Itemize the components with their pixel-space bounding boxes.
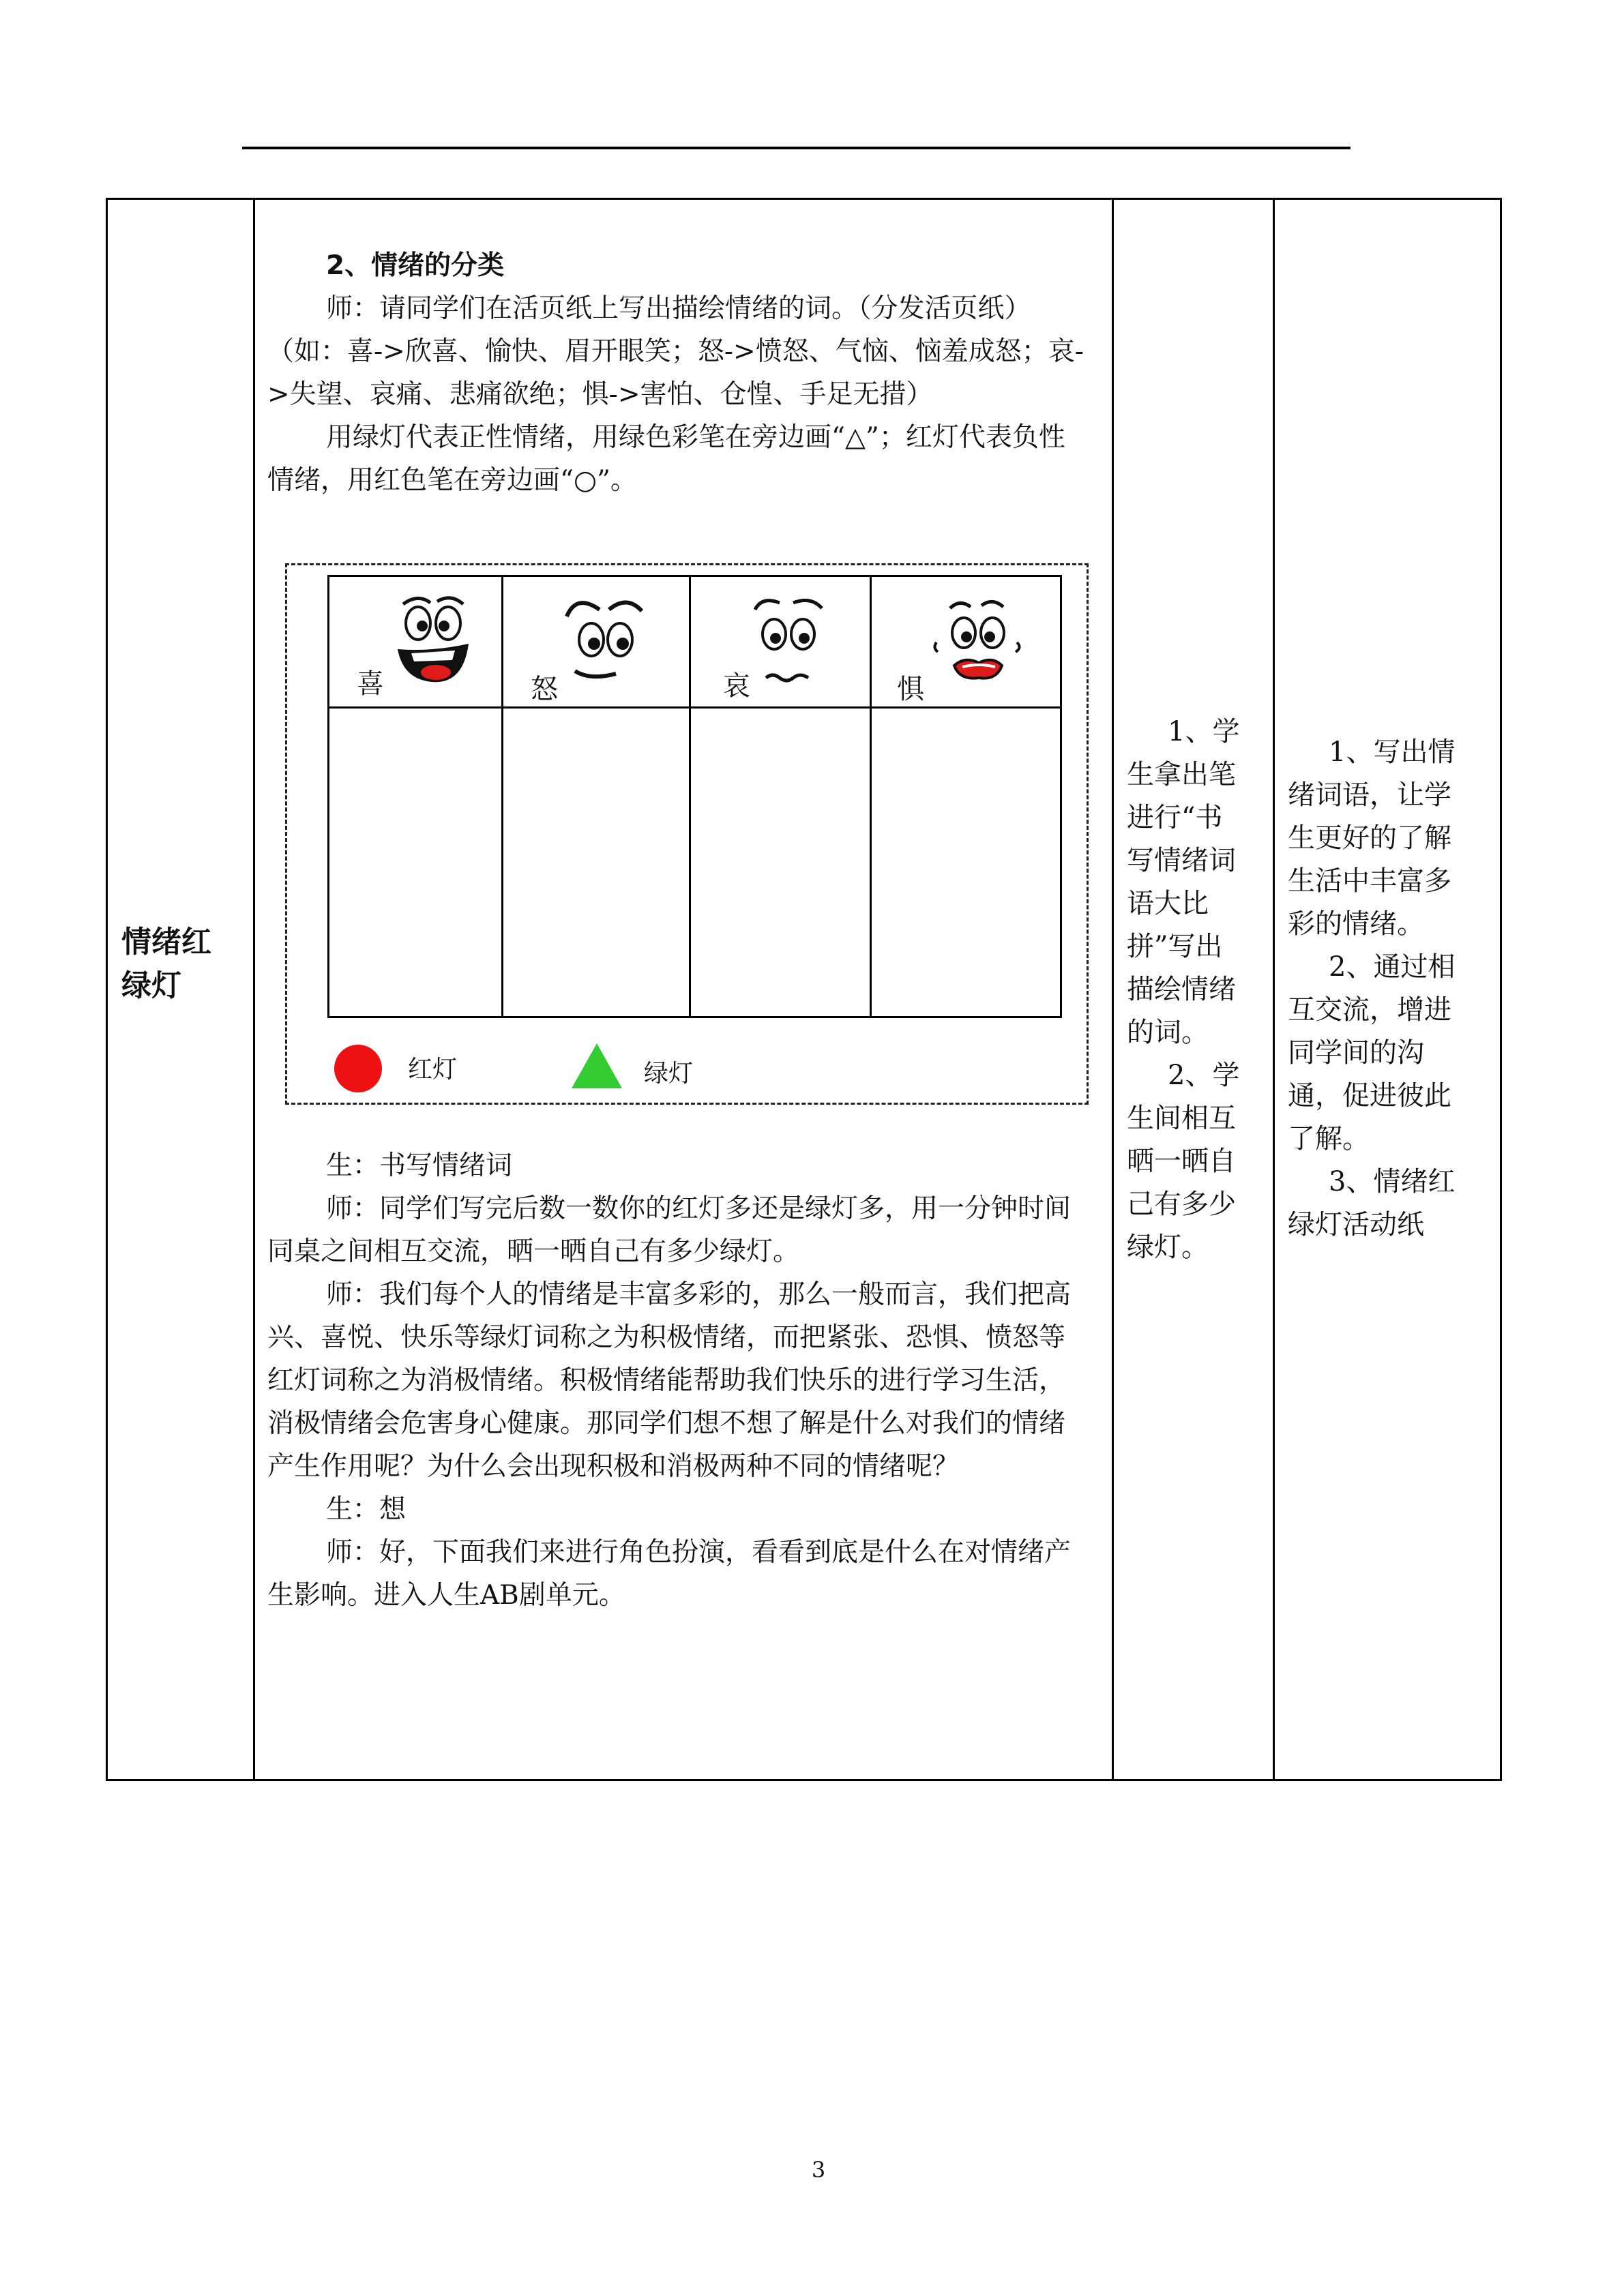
page-number: 3 <box>811 2157 826 2183</box>
student-activity-item: 1、学生拿出笔进行“书写情绪词语大比拼”写出描绘情绪的词。 <box>1127 716 1240 1048</box>
column-divider <box>1112 198 1114 1781</box>
student-activity-column <box>1127 711 1250 1269</box>
column-divider <box>1273 198 1275 1781</box>
student-activity-item: 2、学生间相互晒一晒自己有多少绿灯。 <box>1127 1060 1240 1263</box>
subtitle: 2、情绪的分类 <box>326 250 505 281</box>
emotion-label-joy: 喜 <box>357 668 384 700</box>
paragraph: 用绿灯代表正性情绪，用绿色彩笔在旁边画“△”；红灯代表负性情绪，用红色笔在旁边画“○”。 <box>267 422 1065 496</box>
content-lower <box>267 1144 1086 1617</box>
emotion-label-sorrow: 哀 <box>723 670 750 702</box>
fear-face-icon <box>930 589 1025 691</box>
sad-face-icon <box>745 589 834 691</box>
grid-col-divider <box>870 577 872 1016</box>
paragraph: 师：我们每个人的情绪是丰富多彩的，那么一般而言，我们把高兴、喜悦、快乐等绿灯词称之为积极情绪，而把紧张、恐惧、愤怒等红灯词称之为消极情绪。积极情绪能帮助我们快乐的进行学习生活，消极情绪会危害身心健康。那同学们想不想了解是什么对我们的情绪产生作用呢？为什么会出现积极和消极两种不同的情绪呢？ <box>267 1279 1072 1482</box>
paragraph: 师：请同学们在活页纸上写出描绘情绪的词。（分发活页纸） <box>326 293 1031 324</box>
design-intent-item: 2、通过相互交流，增进同学间的沟通，促进彼此了解。 <box>1288 951 1456 1154</box>
happy-face-icon <box>391 589 479 691</box>
angry-face-icon <box>561 589 650 691</box>
grid-col-divider <box>689 577 691 1016</box>
paragraph: 师：好，下面我们来进行角色扮演，看看到底是什么在对情绪产生影响。进入人生AB剧单元。 <box>267 1537 1072 1611</box>
paragraph: （如：喜->欣喜、愉快、眉开眼笑；怒->愤怒、气恼、恼羞成怒；哀->失望、哀痛、悲痛欲绝；惧->害怕、仓惶、手足无措） <box>267 336 1084 410</box>
emotion-label-anger: 怒 <box>531 674 558 705</box>
grid-col-divider <box>501 577 503 1016</box>
legend-red-label: 红灯 <box>408 1056 458 1084</box>
green-light-icon <box>572 1043 622 1088</box>
design-intent-item: 1、写出情绪词语，让学生更好的了解生活中丰富多彩的情绪。 <box>1288 736 1456 940</box>
paragraph: 师：同学们写完后数一数你的红灯多还是绿灯多，用一分钟时间同桌之间相互交流，晒一晒自己有多少绿灯。 <box>267 1193 1072 1267</box>
red-light-icon <box>334 1045 382 1092</box>
legend-green-label: 绿灯 <box>644 1060 694 1088</box>
emotion-label-fear: 惧 <box>897 674 924 705</box>
section-name: 情绪红绿灯 <box>121 925 211 1003</box>
paragraph: 生：想 <box>326 1494 407 1525</box>
emotion-grid <box>327 575 1062 1018</box>
content-upper <box>267 244 1086 502</box>
column-divider <box>253 198 255 1781</box>
grid-row-divider <box>329 706 1060 709</box>
header-rule <box>242 147 1350 149</box>
design-intent-column <box>1288 731 1465 1247</box>
paragraph: 生：书写情绪词 <box>326 1150 513 1181</box>
design-intent-item: 3、情绪红绿灯活动纸 <box>1288 1166 1456 1240</box>
